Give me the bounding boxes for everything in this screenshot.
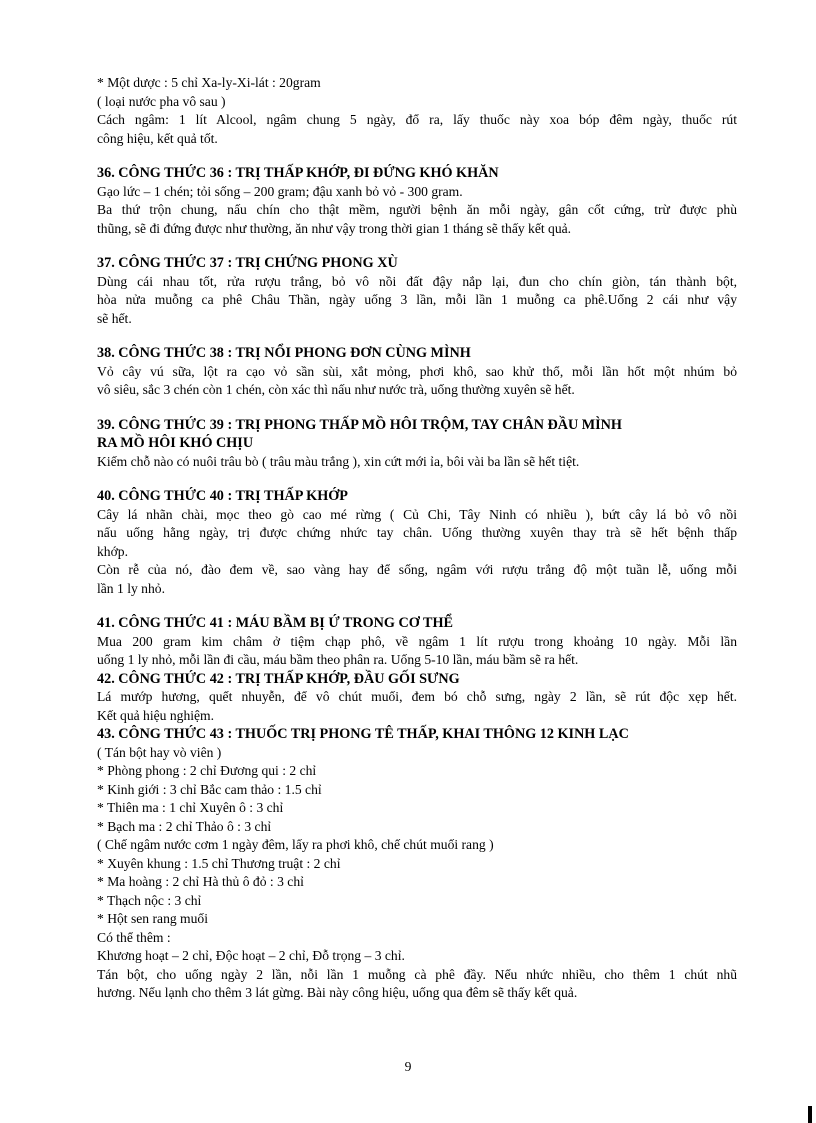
section-heading: 41. CÔNG THỨC 41 : MÁU BẦM BỊ Ứ TRONG CƠ THỂ (97, 615, 454, 631)
section-heading: 40. CÔNG THỨC 40 : TRỊ THẤP KHỚP (97, 488, 348, 504)
text-line: Cây lá nhãn chài, mọc theo gò cao mé rừng ( Củ Chi, Tây Ninh có nhiều ), bứt cây lá bỏ vô nồi (97, 506, 737, 522)
list-item: * Ma hoàng : 2 chỉ Hà thủ ô đỏ : 3 chỉ (97, 874, 304, 889)
section-39 (97, 416, 737, 472)
text-line: Vỏ cây vú sữa, lột ra cạo vỏ sần sùi, xắt mỏng, phơi khô, sao khử thổ, mỗi lần hốt một nhúm bỏ (97, 363, 737, 379)
text-line: Còn rễ của nó, đào đem về, sao vàng hay để sống, ngâm với rượu trắng độ một tuần lễ, uống mỗi (97, 562, 737, 577)
text-line: Cách ngâm: 1 lít Alcool, ngâm chung 5 ngày, đổ ra, lấy thuốc này xoa bóp đêm ngày, thuốc rút (97, 112, 737, 127)
text-line: Lá mướp hương, quết nhuyễn, để vô chút muối, đem bó chỗ sưng, ngày 2 lần, sẽ rút độc xẹp hết. (97, 689, 737, 704)
section-heading: 37. CÔNG THỨC 37 : TRỊ CHỨNG PHONG XÙ (97, 255, 398, 271)
section-40 (97, 487, 737, 598)
text-line: khớp. (97, 543, 128, 559)
text-line: Mua 200 gram kim châm ở tiệm chạp phô, về ngâm 1 lít rượu trong khoảng 10 ngày. Mỗi lần (97, 633, 737, 649)
list-item: * Thiên ma : 1 chỉ Xuyên ô : 3 chỉ (97, 800, 284, 815)
text-line: ( Tán bột hay vò viên ) (97, 744, 222, 760)
section-38 (97, 344, 737, 400)
text-line: Dùng cái nhau tốt, rửa rượu trắng, bỏ vô nồi đất đậy nắp lại, đun cho chín giòn, tán thành bột, (97, 273, 737, 289)
text-line: * Một dược : 5 chỉ Xa-ly-Xi-lát : 20gram (97, 75, 321, 90)
text-line: hương. Nếu lạnh cho thêm 3 lát gừng. Bài này công hiệu, uống qua đêm sẽ thấy kết quả. (97, 985, 578, 1000)
text-line: hòa nửa muỗng ca phê Châu Thần, ngày uống 3 lần, mỗi lần 1 muỗng ca phê.Uống 2 cái như vậy (97, 292, 737, 307)
page-edge-mark (808, 1106, 812, 1123)
page-number: 9 (404, 1059, 412, 1074)
section-41 (97, 614, 737, 670)
text-line: Gạo lức – 1 chén; tỏi sống – 200 gram; đậu xanh bỏ vỏ - 300 gram. (97, 183, 463, 199)
text-line: vô siêu, sắc 3 chén còn 1 chén, còn xác thì nấu như nước trà, uống thường xuyên sẽ hết. (97, 382, 575, 397)
text-line: Kiếm chỗ nào có nuôi trâu bò ( trâu màu trắng ), xin cứt mới ỉa, bôi vài ba lần sẽ hết tiệt. (97, 453, 580, 469)
section-heading: 38. CÔNG THỨC 38 : TRỊ NỔI PHONG ĐƠN CÙNG MÌNH (97, 345, 471, 361)
section-37 (97, 254, 737, 328)
text-line: công hiệu, kết quả tốt. (97, 130, 218, 146)
section-heading: 36. CÔNG THỨC 36 : TRỊ THẤP KHỚP, ĐI ĐỨNG KHÓ KHĂN (97, 165, 499, 181)
list-item: * Hột sen rang muối (97, 911, 209, 926)
text-line: Khương hoạt – 2 chỉ, Độc hoạt – 2 chỉ, Đỗ trọng – 3 chỉ. (97, 948, 405, 963)
section-heading: 39. CÔNG THỨC 39 : TRỊ PHONG THẤP MỒ HÔI TRỘM, TAY CHÂN ĐẦU MÌNH (97, 416, 622, 433)
list-item: * Thạch nộc : 3 chỉ (97, 892, 202, 908)
text-line: sẽ hết. (97, 310, 132, 326)
section-heading: 43. CÔNG THỨC 43 : THUỐC TRỊ PHONG TÊ THẤP, KHAI THÔNG 12 KINH LẠC (97, 726, 629, 742)
text-line: ( loại nước pha vô sau ) (97, 93, 226, 109)
text-line: Tán bột, cho uống ngày 2 lần, nỗi lần 1 muỗng cà phê đầy. Nếu nhức nhiều, cho thêm 1 chút nhũ (97, 966, 737, 982)
text-line: Có thể thêm : (97, 929, 171, 945)
text-line: ( Chế ngâm nước cơm 1 ngày đêm, lấy ra phơi khô, chế chút muối rang ) (97, 837, 494, 852)
section-heading: RA MỒ HÔI KHÓ CHỊU (97, 435, 254, 451)
document-page (97, 74, 737, 1003)
section-36 (97, 164, 737, 238)
text-line: uống 1 ly nhỏ, mỗi lần đi cầu, máu bầm theo phân ra. Uống 5-10 lần, máu bầm sẽ ra hết. (97, 652, 579, 667)
list-item: * Phòng phong : 2 chỉ Đương qui : 2 chỉ (97, 763, 317, 778)
text-line: Ba thứ trộn chung, nấu chín cho thật mềm, người bệnh ăn mỗi ngày, gân cốt cứng, trừ được phù (97, 202, 737, 217)
section-43 (97, 725, 737, 1003)
continuation-block (97, 74, 737, 148)
list-item: * Xuyên khung : 1.5 chỉ Thương truật : 2 chỉ (97, 855, 341, 871)
list-item: * Bạch ma : 2 chỉ Thảo ô : 3 chỉ (97, 818, 272, 834)
text-line: nấu uống hằng ngày, trị được chứng nhức tay chân. Uống thường xuyên thay trà sẽ hết bệnh thấp (97, 525, 737, 540)
section-heading: 42. CÔNG THỨC 42 : TRỊ THẤP KHỚP, ĐẦU GỐI SƯNG (97, 670, 460, 687)
list-item: * Kinh giới : 3 chỉ Bắc cam thảo : 1.5 chỉ (97, 781, 322, 797)
text-line: lần 1 ly nhỏ. (97, 580, 165, 596)
text-line: Kết quả hiệu nghiệm. (97, 707, 215, 723)
section-42 (97, 670, 737, 726)
text-line: thũng, sẽ đi đứng được như thường, ăn như vậy trong thời gian 1 tháng sẽ thấy kết quả. (97, 220, 572, 236)
